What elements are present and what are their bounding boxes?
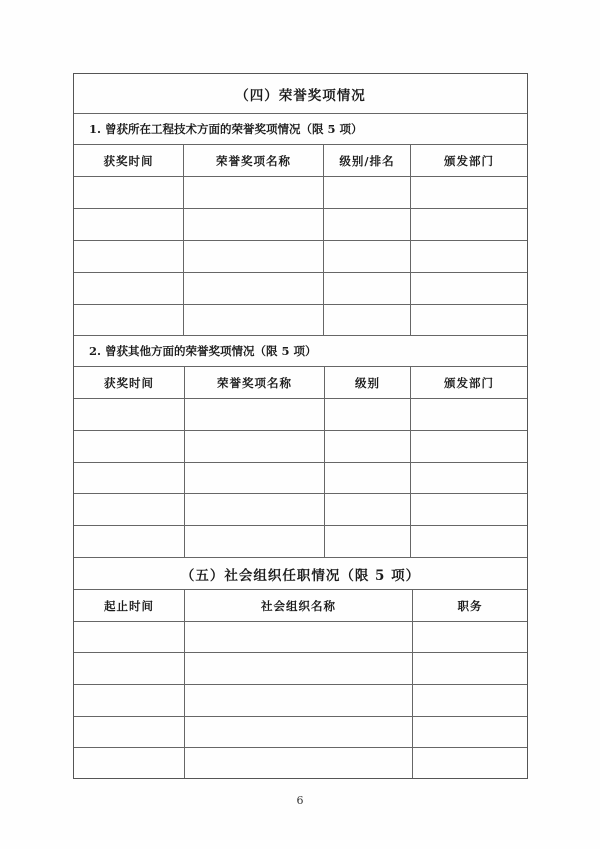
start-end-time-field[interactable] (74, 685, 185, 716)
award-name-field[interactable] (185, 494, 325, 525)
honors-section-title-text: （四）荣誉奖项情况 (235, 87, 366, 104)
award-time-field[interactable] (74, 463, 185, 493)
issuing-department-field[interactable] (411, 494, 527, 525)
award-name-field[interactable] (185, 526, 325, 557)
engineering-honors-row (74, 273, 527, 305)
award-time-field[interactable] (74, 241, 184, 272)
start-end-time-field[interactable] (74, 748, 185, 778)
issuing-department-field[interactable] (411, 399, 527, 430)
level-rank-field[interactable] (324, 305, 411, 335)
col-award-name: 荣誉奖项名称 (185, 367, 325, 398)
award-name-field[interactable] (184, 241, 324, 272)
engineering-honors-heading-text: 1. 曾获所在工程技术方面的荣誉奖项情况（限 5 项） (89, 122, 363, 136)
award-time-field[interactable] (74, 305, 184, 335)
honors-section-title (74, 74, 527, 114)
other-honors-row (74, 463, 527, 494)
social-row (74, 748, 527, 778)
position-field[interactable] (413, 685, 527, 716)
social-row (74, 717, 527, 748)
position-field[interactable] (413, 717, 527, 747)
social-section-title (74, 558, 527, 590)
issuing-department-field[interactable] (411, 463, 527, 493)
award-name-field[interactable] (184, 273, 324, 304)
issuing-department-field[interactable] (411, 273, 527, 304)
col-organization-name: 社会组织名称 (185, 590, 413, 621)
award-time-field[interactable] (74, 273, 184, 304)
col-award-time: 获奖时间 (74, 367, 185, 398)
organization-name-field[interactable] (185, 717, 413, 747)
organization-name-field[interactable] (185, 622, 413, 652)
award-name-field[interactable] (185, 463, 325, 493)
page-number: 6 (296, 794, 304, 807)
other-honors-header-row (74, 367, 527, 399)
level-field[interactable] (325, 431, 411, 462)
position-field[interactable] (413, 622, 527, 652)
issuing-department-field[interactable] (411, 241, 527, 272)
other-honors-row (74, 399, 527, 431)
award-time-field[interactable] (74, 399, 185, 430)
position-field[interactable] (413, 653, 527, 684)
start-end-time-field[interactable] (74, 717, 185, 747)
award-time-field[interactable] (74, 431, 185, 462)
col-award-time: 获奖时间 (74, 145, 184, 176)
issuing-department-field[interactable] (411, 526, 527, 557)
level-field[interactable] (325, 494, 411, 525)
social-row (74, 622, 527, 653)
other-honors-row (74, 431, 527, 463)
other-honors-row (74, 526, 527, 558)
social-row (74, 653, 527, 685)
issuing-department-field[interactable] (411, 209, 527, 240)
level-field[interactable] (325, 463, 411, 493)
engineering-honors-heading (74, 114, 527, 145)
award-time-field[interactable] (74, 209, 184, 240)
engineering-honors-row (74, 177, 527, 209)
organization-name-field[interactable] (185, 748, 413, 778)
organization-name-field[interactable] (185, 685, 413, 716)
award-name-field[interactable] (185, 399, 325, 430)
col-level-rank: 级别/排名 (324, 145, 411, 176)
level-rank-field[interactable] (324, 273, 411, 304)
award-name-field[interactable] (184, 177, 324, 208)
start-end-time-field[interactable] (74, 653, 185, 684)
award-time-field[interactable] (74, 177, 184, 208)
level-field[interactable] (325, 526, 411, 557)
application-form-page (73, 73, 528, 779)
other-honors-row (74, 494, 527, 526)
col-issuing-department: 颁发部门 (444, 153, 494, 168)
level-rank-field[interactable] (324, 241, 411, 272)
engineering-honors-row (74, 209, 527, 241)
award-name-field[interactable] (184, 305, 324, 335)
col-level: 级别 (325, 367, 411, 398)
award-time-field[interactable] (74, 526, 185, 557)
col-position: 职务 (457, 598, 483, 613)
organization-name-field[interactable] (185, 653, 413, 684)
social-section-title-text: （五）社会组织任职情况（限 5 项） (180, 567, 421, 584)
level-rank-field[interactable] (324, 209, 411, 240)
col-award-name: 荣誉奖项名称 (184, 145, 324, 176)
col-start-end-time: 起止时间 (74, 590, 185, 621)
start-end-time-field[interactable] (74, 622, 185, 652)
position-field[interactable] (413, 748, 527, 778)
award-name-field[interactable] (185, 431, 325, 462)
other-honors-heading (74, 336, 527, 367)
other-honors-heading-text: 2. 曾获其他方面的荣誉奖项情况（限 5 项） (89, 344, 317, 358)
issuing-department-field[interactable] (411, 431, 527, 462)
engineering-honors-row (74, 305, 527, 336)
level-rank-field[interactable] (324, 177, 411, 208)
award-name-field[interactable] (184, 209, 324, 240)
issuing-department-field[interactable] (411, 177, 527, 208)
engineering-honors-header-row (74, 145, 527, 177)
social-row (74, 685, 527, 717)
col-issuing-department: 颁发部门 (444, 375, 494, 390)
level-field[interactable] (325, 399, 411, 430)
social-header-row (74, 590, 527, 622)
engineering-honors-row (74, 241, 527, 273)
award-time-field[interactable] (74, 494, 185, 525)
issuing-department-field[interactable] (411, 305, 527, 335)
